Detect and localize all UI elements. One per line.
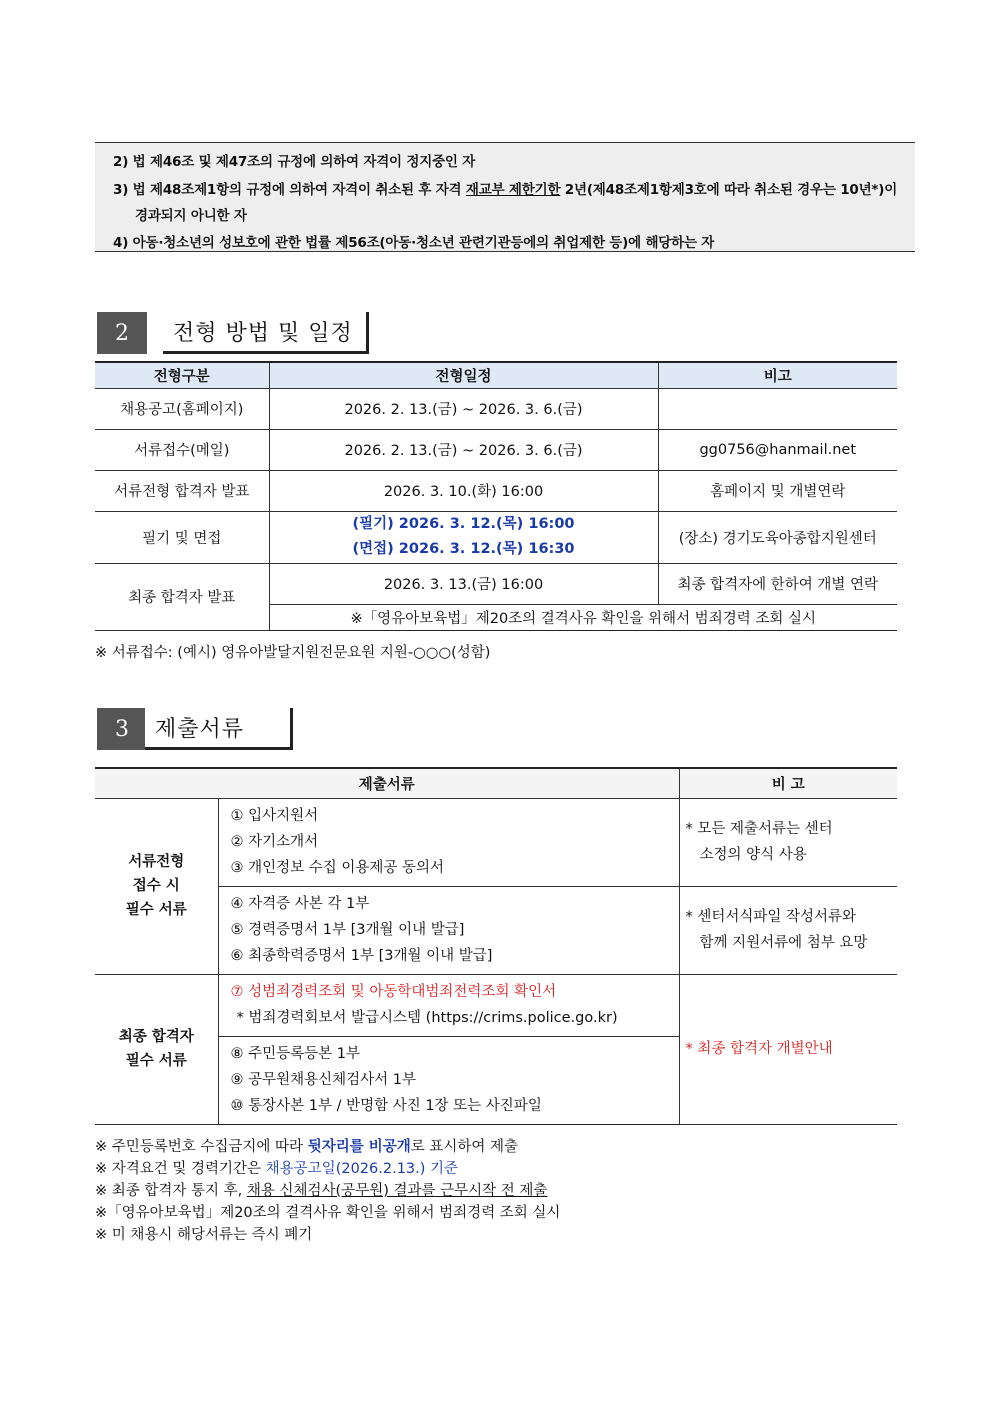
document-list [218, 1036, 679, 1124]
group-label [95, 974, 218, 1124]
email-cell: gg0756@hanmail.net [658, 429, 897, 470]
written-test-time: (필기) 2026. 3. 12.(목) 16:00 [352, 516, 575, 532]
note-text: 로 표시하여 제출 [410, 1139, 519, 1155]
submission-notes [95, 1136, 560, 1246]
stage-cell: 최종 합격자 발표 [95, 563, 269, 630]
disqualification-box [95, 142, 915, 252]
interview-time: (면접) 2026. 3. 12.(목) 16:30 [352, 541, 575, 557]
stage-cell: 채용공고(홈페이지) [95, 388, 269, 429]
remark-cell [679, 886, 897, 974]
note-line: ※ 미 채용시 해당서류는 즉시 폐기 [95, 1227, 313, 1243]
qual-item-2: 2) 법 제46조 및 제47조의 규정에 의하여 자격이 정지중인 자 [113, 154, 476, 170]
schedule-cell: 2026. 3. 13.(금) 16:00 [269, 563, 658, 604]
group-label-line: 필수 서류 [125, 902, 187, 918]
qual-item-3-text-end: 2년(제48조제1항제3호에 따라 취소된 경우는 10년*)이 [560, 182, 898, 198]
stage-cell: 서류접수(메일) [95, 429, 269, 470]
table-row [95, 511, 897, 563]
group-label-line: 서류전형 [128, 854, 185, 870]
list-item: ④ 자격증 사본 각 1부 [230, 896, 370, 912]
note-text: ※ 주민등록번호 수집금지에 따라 [95, 1139, 308, 1155]
list-item: ⑨ 공무원채용신체검사서 1부 [230, 1072, 417, 1088]
note-cell: 홈페이지 및 개별연락 [658, 470, 897, 511]
list-item: ② 자기소개서 [230, 834, 319, 850]
note-cell [658, 388, 897, 429]
remark-cell [679, 798, 897, 886]
schedule-cell: 2026. 3. 10.(화) 16:00 [269, 470, 658, 511]
qual-item-3-cont: 경과되지 아니한 자 [135, 208, 247, 224]
documents-table [95, 767, 897, 1125]
table-header: 전형구분 [95, 362, 269, 388]
table-row [95, 470, 897, 511]
stage-cell: 필기 및 면접 [95, 511, 269, 563]
document-list [218, 974, 679, 1036]
list-item: ⑥ 최종학력증명서 1부 [3개월 이내 발급] [230, 948, 493, 964]
table-header: 비고 [658, 362, 897, 388]
table-header: 제출서류 [95, 768, 679, 798]
table-row [95, 798, 897, 886]
remark-line: 함께 지원서류에 첨부 요망 [699, 935, 868, 951]
schedule-cell [269, 511, 658, 563]
table-row [95, 563, 897, 604]
list-item: ① 입사지원서 [230, 808, 319, 824]
list-item: ⑧ 주민등록등본 1부 [230, 1046, 360, 1062]
list-item: ③ 개인정보 수집 이용제공 동의서 [230, 860, 445, 876]
qual-item-3-text: 3) 법 제48조제1항의 규정에 의하여 자격이 취소된 후 자격 [113, 182, 466, 198]
section-number: 2 [97, 312, 147, 354]
list-item: ⑩ 통장사본 1부 / 반명함 사진 1장 또는 사진파일 [230, 1098, 542, 1114]
qual-item-4: 4) 아동·청소년의 성보호에 관한 법률 제56조(아동·청소년 관련기관등에의 취업제한 등)에 해당하는 자 [113, 235, 715, 251]
document-list [218, 886, 679, 974]
qual-item-3-underlined: 재교부 제한기한 [465, 182, 561, 198]
schedule-cell: 2026. 2. 13.(금) ~ 2026. 3. 6.(금) [269, 388, 658, 429]
note-text: ※ 자격요건 및 경력기간은 [95, 1161, 266, 1177]
group-label [95, 798, 218, 974]
stage-cell: 서류전형 합격자 발표 [95, 470, 269, 511]
section-title: 전형 방법 및 일정 [163, 312, 369, 354]
table-header: 전형일정 [269, 362, 658, 388]
remark-cell: * 최종 합격자 개별안내 [679, 974, 897, 1124]
group-label-line: 최종 합격자 [118, 1029, 194, 1045]
note-cell: 최종 합격자에 한하여 개별 연락 [658, 563, 897, 604]
table-header: 비 고 [679, 768, 897, 798]
qual-item-3 [113, 178, 897, 198]
remark-line: * 센터서식파일 작성서류와 [685, 909, 857, 925]
document-list [218, 798, 679, 886]
list-item: * 범죄경력회보서 발급시스템 (https://crims.police.go.kr) [236, 1010, 618, 1026]
table-row [95, 429, 897, 470]
background-check-note: ※「영유아보육법」제20조의 결격사유 확인을 위해서 범죄경력 조회 실시 [269, 604, 897, 630]
note-line: ※「영유아보육법」제20조의 결격사유 확인을 위해서 범죄경력 조회 실시 [95, 1205, 561, 1221]
note-emphasis: 채용공고일(2026.2.13.) 기준 [265, 1161, 459, 1177]
application-footnote: ※ 서류접수: (예시) 영유아발달지원전문요원 지원-○○○(성함) [95, 645, 491, 661]
note-line [95, 1136, 560, 1158]
group-label-line: 필수 서류 [125, 1053, 187, 1069]
remark-line: * 모든 제출서류는 센터 [685, 821, 833, 837]
schedule-table [95, 361, 897, 631]
table-row [95, 974, 897, 1036]
list-item: ⑦ 성범죄경력조회 및 아동학대범죄전력조회 확인서 [230, 984, 557, 1000]
section-number: 3 [97, 708, 147, 750]
schedule-cell: 2026. 2. 13.(금) ~ 2026. 3. 6.(금) [269, 429, 658, 470]
section-title: 제출서류 [145, 708, 293, 750]
table-row [95, 388, 897, 429]
note-emphasis: 뒷자리를 비공개 [307, 1139, 411, 1155]
note-text: ※ 최종 합격자 통지 후, [95, 1183, 247, 1199]
note-line [95, 1158, 560, 1180]
remark-line: 소정의 양식 사용 [699, 847, 807, 863]
note-emphasis: 채용 신체검사(공무원) 결과를 근무시작 전 제출 [246, 1183, 548, 1199]
note-line [95, 1180, 560, 1202]
list-item: ⑤ 경력증명서 1부 [3개월 이내 발급] [230, 922, 465, 938]
note-cell: (장소) 경기도육아종합지원센터 [658, 511, 897, 563]
group-label-line: 접수 시 [132, 878, 180, 894]
